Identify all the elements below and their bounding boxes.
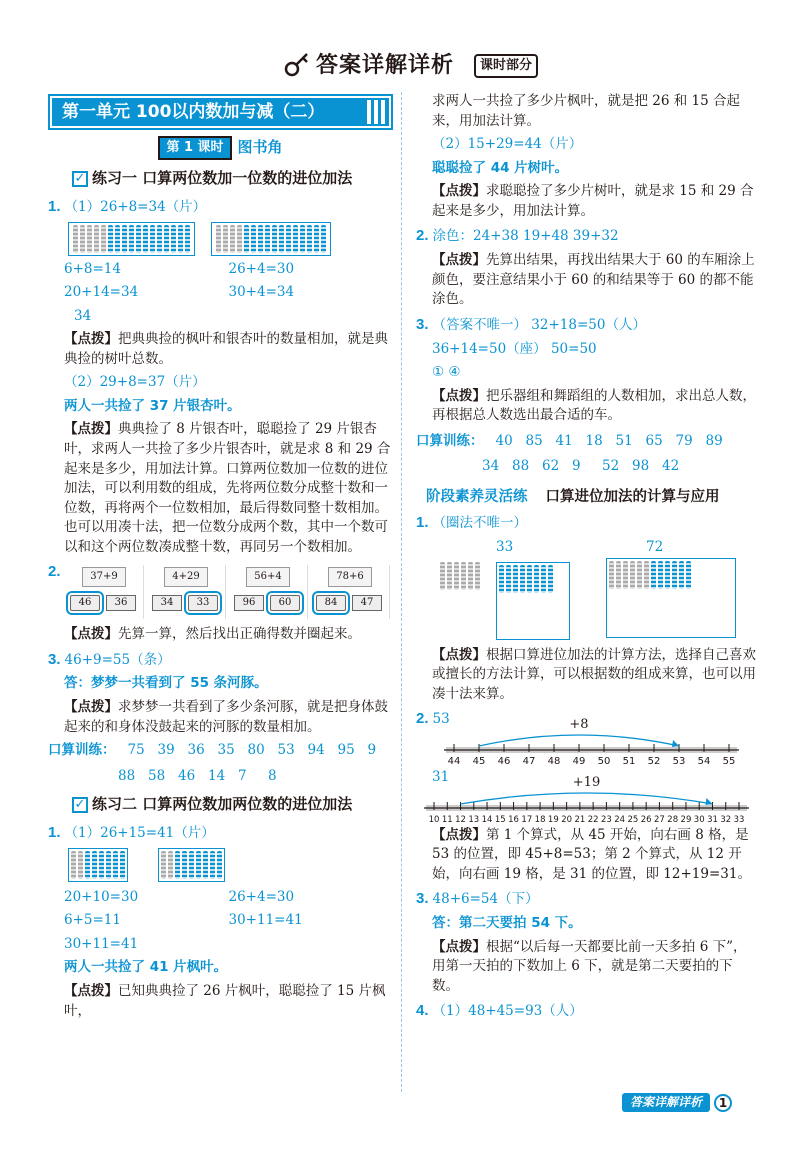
lesson-name: 图书角	[237, 138, 283, 157]
tick-label: 18	[534, 814, 546, 825]
right-column	[416, 92, 756, 1026]
tick-label: 19	[547, 814, 559, 825]
stage-q1-tip: 【点拨】根据口算进位加法的计算方法，选择自己喜欢或擅长的方法计算，可以根据数的组成来算，也可以用凑十法来算。	[432, 646, 756, 702]
jump-arc	[461, 793, 713, 804]
page-footer	[622, 1093, 732, 1112]
tick-label: 55	[722, 756, 736, 768]
page-header	[0, 48, 800, 86]
ex1-q1-a1: 1. （1）26+8=34（片）	[48, 197, 207, 215]
train-card: 56+4 96 60	[232, 565, 308, 619]
right-q2-tip: 【点拨】先算出结果，再找出结果大于 60 的车厢涂上颜色，要注意结果小于 60 的和结果等于 60 的都不能涂色。	[432, 252, 755, 308]
stage-q3-answer: 答：第二天要拍 54 下。	[432, 915, 582, 932]
train-card: 37+9 46 36	[68, 565, 144, 619]
tick-label: 49	[572, 756, 586, 768]
ex2-q1-a1: 1. （1）26+15=41（片）	[48, 824, 215, 841]
tick-label: 47	[522, 756, 536, 768]
ex1-practice: 口算训练： 75 39 36 35 80 53 94 95 9 88 58 46 14 7 8	[48, 742, 377, 784]
ex1-q1-a2-answer: 两人一共捡了 37 片银杏叶。	[64, 397, 241, 414]
arrow-head	[705, 798, 712, 805]
key-icon	[283, 50, 311, 78]
stage-q3: 3. 48+6=54（下）	[416, 890, 539, 908]
tick-label: 29	[680, 814, 692, 825]
right-a2-answer: 聪聪捡了 44 片树叶。	[432, 159, 569, 176]
ex1-q1-a2: （2）29+8=37（片）	[64, 374, 206, 391]
jump-label: +8	[569, 718, 589, 733]
ex1-q1-tip1: 【点拨】把典典捡的枫叶和银杏叶的数量相加，就是典典捡的树叶总数。	[64, 331, 388, 367]
ex1-q3-tip: 【点拨】求梦梦一共看到了多少条河豚，就是把身体鼓起来的和身体没鼓起来的河豚的数量相加。	[64, 699, 388, 735]
banner-stripes	[367, 100, 385, 124]
stage-title: 阶段素养灵活练	[426, 488, 528, 505]
checkbox-icon: ✓	[72, 171, 88, 187]
tick-label: 44	[447, 756, 461, 768]
tick-label: 50	[597, 756, 611, 768]
ex1-q1-workings: 6+8=14 20+14=34 34 26+4=30 30+4=34	[64, 260, 295, 324]
train-cards	[68, 565, 393, 619]
stage-q2-v2: 31	[432, 769, 450, 786]
leaf-bundles-illustration	[68, 222, 393, 256]
tick-label: 17	[521, 814, 533, 825]
right-a2: （2）15+29=44（片）	[432, 136, 583, 153]
tick-label: 27	[654, 814, 665, 825]
tick-label: 46	[497, 756, 511, 768]
checkbox-icon: ✓	[72, 797, 88, 813]
tick-label: 16	[508, 814, 519, 825]
tick-label: 31	[707, 814, 718, 825]
tick-label: 30	[693, 814, 705, 825]
leaf-bundle-left	[68, 222, 195, 256]
lesson-tag: 第 1 课时	[158, 136, 231, 160]
tick-label: 51	[622, 756, 636, 768]
tick-label: 13	[468, 814, 480, 825]
tick-label: 53	[672, 756, 686, 768]
right-q3: 3. （答案不唯一） 32+18=50（人）	[416, 315, 646, 333]
jump-label: +19	[572, 775, 601, 790]
lesson-heading	[48, 136, 393, 160]
right-q2: 2. 涂色：24+38 19+48 39+32	[416, 227, 619, 245]
stage-subtitle: 口算进位加法的计算与应用	[545, 488, 720, 505]
number-line-1	[434, 718, 754, 768]
tick-label: 45	[472, 756, 486, 768]
stage-q2-tip: 【点拨】第 1 个算式，从 45 开始，向右画 8 格，是 53 的位置，即 45+8=53；第 2 个算式，从 12 开始，向右画 19 格，是 31 的位置，即 12+19=31。	[432, 826, 751, 882]
tick-label: 21	[574, 814, 586, 825]
unit-title: 第一单元 100以内数加与减（二）	[62, 101, 325, 122]
tick-label: 22	[587, 814, 599, 825]
stage-q4: 4. （1）48+45=93（人）	[416, 1002, 583, 1020]
stage-q3-tip: 【点拨】根据“以后每一天都要比前一天多拍 6 下”，用第一天拍的下数加上 6 下，就是第二天要拍的下数。	[432, 938, 747, 994]
unit-banner	[50, 96, 391, 128]
tick-label: 15	[494, 814, 506, 825]
footer-label: 答案详解详析	[622, 1093, 710, 1112]
left-column	[48, 94, 393, 1025]
tick-label: 28	[667, 814, 679, 825]
tick-label: 25	[627, 814, 639, 825]
right-practice: 口算训练： 40 85 41 18 51 65 79 89 34 88 62 9 52 98 42	[416, 432, 723, 475]
stage-q2: 2. 53	[416, 710, 450, 728]
tick-label: 48	[547, 756, 561, 768]
column-divider	[401, 92, 402, 1092]
right-a2-tip: 【点拨】求聪聪捡了多少片树叶，就是求 15 和 29 合起来是多少，用加法计算。	[432, 183, 754, 219]
tick-label: 54	[697, 756, 711, 768]
right-q3-b: 36+14=50（座） 50=50	[432, 340, 597, 357]
header-badge: 课时部分	[474, 54, 538, 78]
exercise-1-heading	[72, 168, 393, 190]
ex2-q1-workings: 20+10=30 6+5=11 30+11=41 26+4=30 30+11=41	[64, 888, 303, 952]
number-line-2	[424, 776, 754, 826]
ex2-q1-tip: 【点拨】已知典典捡了 26 片枫叶，聪聪捡了 15 片枫叶，	[64, 983, 386, 1019]
ex1-q3: 3. 46+9=55（条）	[48, 650, 171, 668]
exercise-2-title: 练习二 口算两位数加两位数的进位加法	[92, 795, 353, 814]
tick-label: 20	[561, 814, 573, 825]
ex1-q2-tip: 【点拨】先算一算，然后找出正确得数并圈起来。	[64, 626, 361, 643]
tick-label: 24	[614, 814, 626, 825]
right-q3-c: ① ④	[432, 364, 461, 381]
stage-q1: 1. （圈法不唯一）	[416, 513, 528, 531]
stage-q1-illustration: 33 72	[416, 538, 756, 646]
ex2-leaf-illustration	[68, 848, 393, 882]
tick-label: 14	[481, 814, 493, 825]
right-cont1: 求两人一共捡了多少片枫叶，就是把 26 和 15 合起来，用加法计算。	[432, 93, 741, 129]
right-q3-tip: 【点拨】把乐器组和舞蹈组的人数相加，求出总人数，再根据总人数选出最合适的车。	[432, 387, 756, 424]
arrow-head	[672, 740, 679, 747]
ex2-q1-answer: 两人一共捡了 41 片枫叶。	[64, 959, 228, 976]
page-title: 答案详解详析	[316, 53, 455, 78]
ex1-q2: 2.	[48, 563, 61, 581]
stage-heading	[426, 487, 756, 508]
tick-label: 10	[428, 814, 440, 825]
tick-label: 32	[720, 814, 732, 825]
train-card: 78+6 84 47	[314, 565, 390, 619]
train-card: 4+29 34 33	[150, 565, 226, 619]
exercise-2-heading	[72, 794, 393, 816]
ex1-q3-answer: 答：梦梦一共看到了 55 条河豚。	[64, 675, 268, 692]
tick-label: 23	[600, 814, 612, 825]
tick-label: 33	[733, 814, 745, 825]
ex1-q1-tip2: 【点拨】典典捡了 8 片银杏叶，聪聪捡了 29 片银杏叶，求两人一共捡了多少片银杏叶，就是求 8 和 29 合起来是多少，用加法计算。口算两位数加一位数的进位加法，可以利用数的组成，先将两位数分成整十数和一位数，再将两个一位数相加，最后得数同整十数相加。也可以用凑十法，把一位数分成两个数，其中一个数可以和这个两位数凑成整十数，再同另一个数相加。	[64, 421, 391, 555]
leaf-bundle-right	[211, 222, 331, 256]
exercise-1-title: 练习一 口算两位数加一位数的进位加法	[92, 169, 353, 187]
tick-label: 12	[455, 814, 466, 825]
page-number: 1	[714, 1094, 732, 1112]
tick-label: 52	[647, 756, 661, 768]
tick-label: 11	[441, 814, 453, 825]
tick-label: 26	[640, 814, 652, 825]
